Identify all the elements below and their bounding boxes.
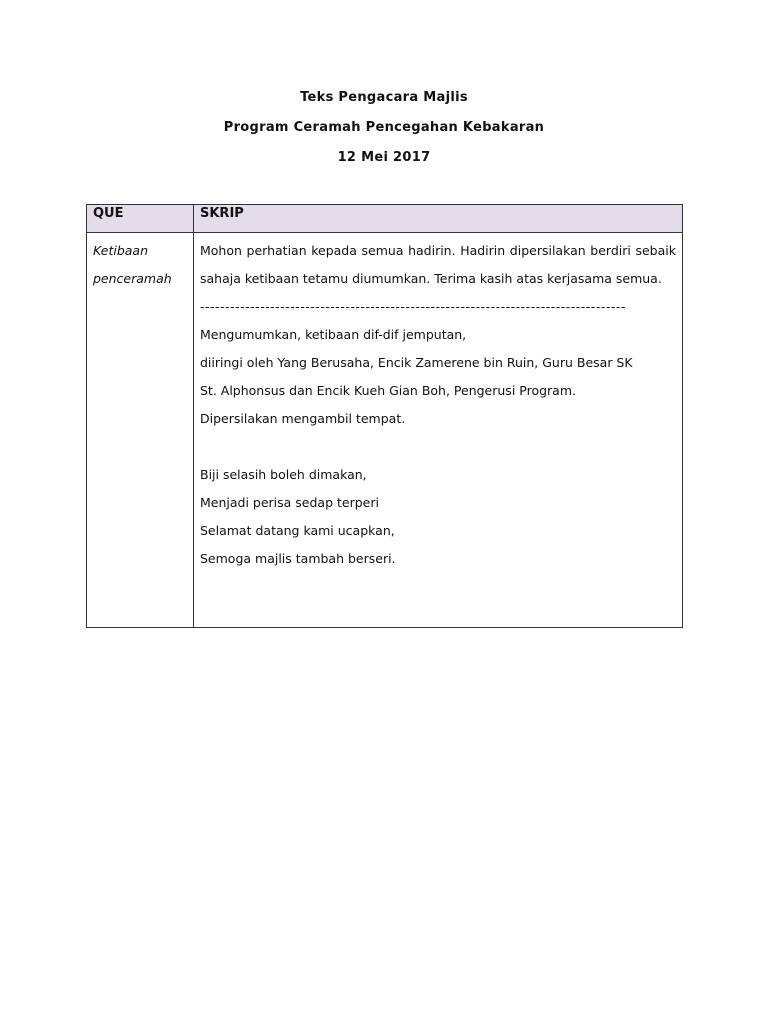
announcement-line: diiringi oleh Yang Berusaha, Encik Zamerene bin Ruin, Guru Besar SK — [200, 355, 633, 370]
script-table — [86, 204, 683, 628]
pantun-line: Semoga majlis tambah berseri. — [200, 551, 396, 566]
announcement-line: Mengumumkan, ketibaan dif-dif jemputan, — [200, 327, 467, 342]
pantun-line: Biji selasih boleh dimakan, — [200, 467, 367, 482]
table-header-row — [87, 205, 683, 233]
announcement-line: St. Alphonsus dan Encik Kueh Gian Boh, Pengerusi Program. — [200, 383, 576, 398]
que-text-line: Ketibaan — [93, 243, 148, 258]
pantun-line: Menjadi perisa sedap terperi — [200, 495, 379, 510]
pantun-line: Selamat datang kami ucapkan, — [200, 523, 395, 538]
program-date: 12 Mei 2017 — [337, 150, 431, 165]
table-row — [87, 233, 683, 628]
column-header-que: QUE — [87, 205, 194, 233]
column-header-skrip: SKRIP — [194, 205, 683, 233]
opening-paragraph: Mohon perhatian kepada semua hadirin. Hadirin dipersilakan berdiri sebaik sahaja ketibaan tetamu diumumkan. Terima kasih atas kerjasama semua. — [200, 243, 676, 286]
que-cell — [87, 233, 194, 628]
dashed-divider: ------------------------------------------------------------------------------------- — [200, 299, 626, 314]
announcement-line: Dipersilakan mengambil tempat. — [200, 411, 406, 426]
program-name: Program Ceramah Pencegahan Kebakaran — [223, 120, 545, 135]
skrip-cell — [194, 233, 683, 628]
blank-line — [200, 433, 676, 461]
document-title: Teks Pengacara Majlis — [300, 90, 468, 105]
que-text-line: penceramah — [93, 271, 172, 286]
